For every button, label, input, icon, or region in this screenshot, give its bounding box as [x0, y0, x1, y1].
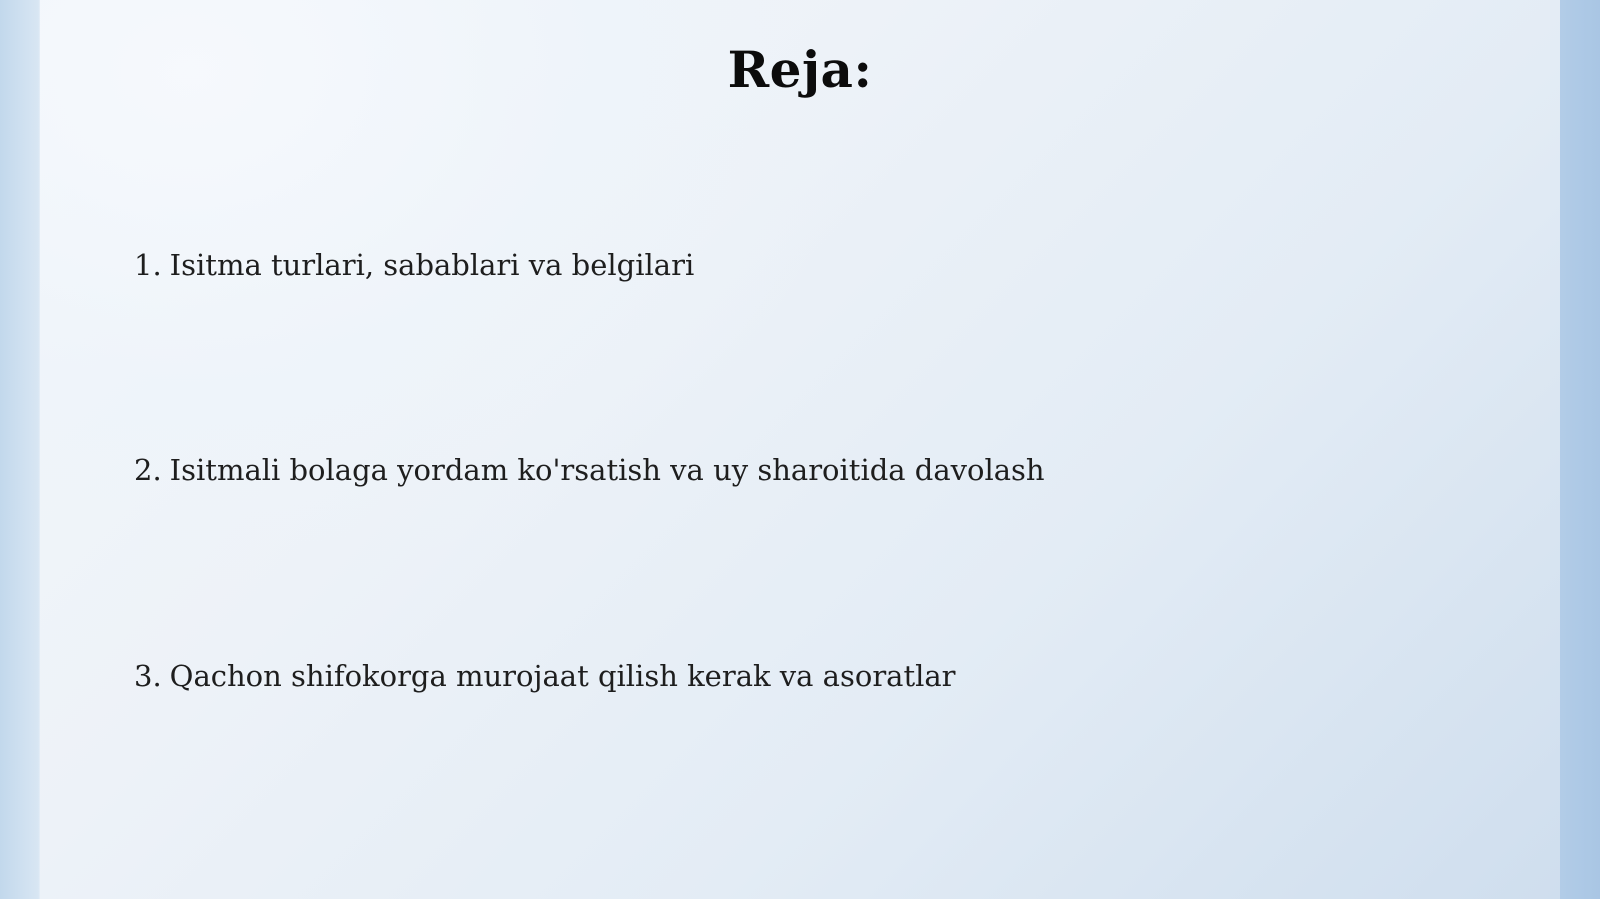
- plan-item-text: Isitma turlari, sabablari va belgilari: [169, 248, 695, 282]
- plan-item-1: [134, 248, 694, 282]
- plan-item-3: [134, 659, 956, 693]
- slide: [40, 0, 1560, 899]
- plan-item-text: Isitmali bolaga yordam ko'rsatish va uy sharoitida davolash: [169, 453, 1045, 487]
- plan-item-2: [134, 453, 1045, 487]
- slide-title: Reja:: [727, 40, 873, 99]
- plan-item-number: 1.: [134, 248, 162, 282]
- plan-item-number: 3.: [134, 659, 162, 693]
- plan-item-text: Qachon shifokorga murojaat qilish kerak va asoratlar: [169, 659, 956, 693]
- plan-item-number: 2.: [134, 453, 162, 487]
